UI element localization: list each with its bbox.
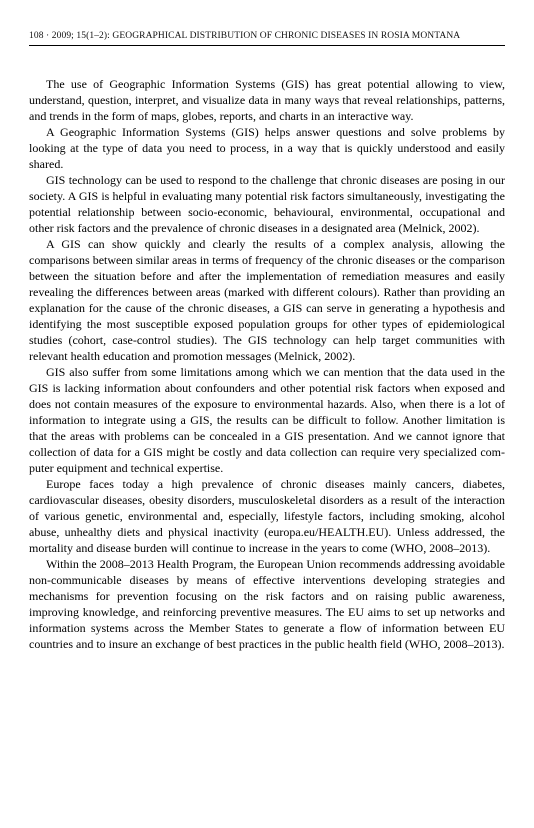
body-text [29,76,505,652]
running-head: 108 · 2009; 15(1–2): GEOGRAPHICAL DISTRIBUTION OF CHRONIC DISEASES IN ROSIA MONTANA [29,31,461,41]
paragraph: GIS also suffer from some limitations among which we can mention that the data used in the GIS is lacking information about confounders and other potential risk factors when exposed and does not contain measures of the exposure to environmental hazards. Also, when there is a lot of information to integrate using a GIS, the results can be difficult to follow. Another limitation is that the areas with problems can be concealed in a GIS presentation. And we cannot ignore that collection of data for a GIS might be costly and data collection can require very specialized computer equipment and technical expertise. [29,365,505,475]
paragraph: The use of Geographic Information Systems (GIS) has great potential allowing to view, understand, question, interpret, and visualize data in many ways that reveal relationships, patterns, and trends in the form of maps, globes, reports, and charts in an interactive way. [29,77,505,123]
header-rule [29,45,505,46]
paragraph: Europe faces today a high prevalence of chronic diseases mainly cancers, diabetes, cardiovascular diseases, obesity disorders, musculoskeletal disorders as a result of the interaction of various genetic, environmental and, especially, lifestyle factors, including smoking, alcohol abuse, unhealthy diets and physical inactivity (europa.eu/HEALTH.EU). Unless addressed, the mortality and disease burden will continue to increase in the years to come (WHO, 2008–2013). [29,477,505,555]
paragraph: A Geographic Information Systems (GIS) helps answer questions and solve problems by looking at the type of data you need to process, in a way that is quickly understood and easily shared. [29,125,505,171]
paragraph: Within the 2008–2013 Health Program, the European Union recommends addressing avoidable non-communicable diseases by means of effective interventions developing strategies and mechanisms for prevention focusing on the risk factors and on raising public awareness, improving knowledge, and reinforcing preventive measures. The EU aims to set up networks and information systems across the Member States to generate a flow of information between EU countries and to insure an exchange of best practices in the public health field (WHO, 2008–2013). [29,557,505,651]
paragraph: GIS technology can be used to respond to the challenge that chronic diseases are posing in our society. A GIS is helpful in evaluating many potential risk factors simultaneously, investigating the potential relationship between socio-economic, behavioural, environmental, occupational and other risk factors and the prevalence of chronic diseases in a designated area (Melnick, 2002). [29,173,505,235]
paragraph: A GIS can show quickly and clearly the results of a complex analysis, allowing the comparisons between similar areas in terms of frequency of the chronic diseases or the comparison between the situation before and after the implementation of remediation measures and easily revealing the differences between areas (marked with different colours). Rather than providing an explanation for the cause of the chronic diseases, a GIS can serve in generating a hypothesis and identifying the most susceptible exposed population groups for other types of epidemiological studies (cohort, case-control studies). The GIS technology can help target communities with relevant health education and promotion messages (Melnick, 2002). [29,237,505,363]
